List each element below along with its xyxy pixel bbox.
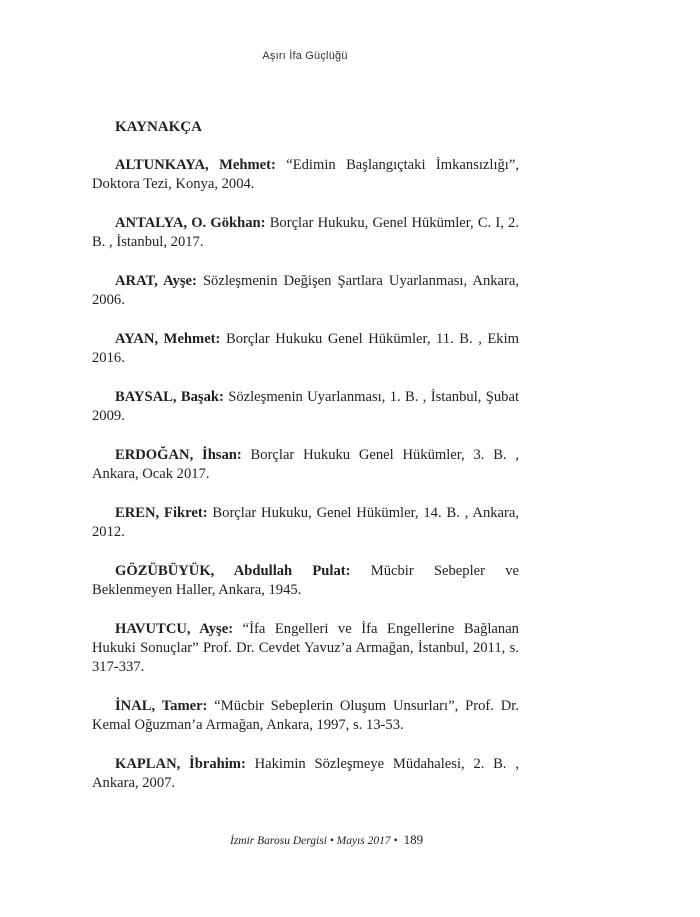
- bibliography-entry: [92, 697, 519, 735]
- entry-text: Mücbir Sebepler ve Beklenmeyen Haller, Ankara, 1945.: [92, 563, 519, 598]
- entry-author: GÖZÜBÜYÜK, Abdullah Pulat:: [115, 563, 351, 579]
- entry-text: “Edimin Başlangıçtaki İmkansızlığı”, Doktora Tezi, Konya, 2004.: [92, 157, 519, 192]
- entry-text: Borçlar Hukuku Genel Hükümler, 11. B. , Ekim 2016.: [92, 331, 520, 366]
- entry-author: ERDOĞAN, İhsan:: [115, 447, 242, 463]
- entry-text: Hakimin Sözleşmeye Müdahalesi, 2. B. , Ankara, 2007.: [92, 756, 519, 791]
- running-header: Aşırı İfa Güçlüğü: [262, 50, 348, 62]
- entry-author: EREN, Fikret:: [115, 505, 208, 521]
- bibliography-entry: [92, 755, 519, 793]
- entry-text: “Mücbir Sebeplerin Oluşum Unsurları”, Prof. Dr. Kemal Oğuzman’a Armağan, Ankara, 1997, s. 13-53.: [92, 698, 519, 733]
- entry-text: Borçlar Hukuku, Genel Hükümler, 14. B. , Ankara, 2012.: [92, 505, 520, 540]
- bibliography-entry: [92, 214, 519, 252]
- entry-author: ALTUNKAYA, Mehmet:: [115, 157, 276, 173]
- bibliography-entry: [92, 504, 519, 542]
- entry-author: AYAN, Mehmet:: [115, 331, 221, 347]
- page-footer: [230, 832, 423, 848]
- entry-author: ARAT, Ayşe:: [115, 273, 197, 289]
- bibliography-entry: [92, 620, 519, 677]
- bibliography-entry: [92, 330, 519, 368]
- entry-text: Borçlar Hukuku, Genel Hükümler, C. I, 2. B. , İstanbul, 2017.: [92, 215, 520, 250]
- entry-author: BAYSAL, Başak:: [115, 389, 224, 405]
- bibliography-list: [92, 156, 519, 813]
- entry-author: İNAL, Tamer:: [115, 698, 208, 714]
- bibliography-entry: [92, 156, 519, 194]
- entry-text: “İfa Engelleri ve İfa Engellerine Bağlanan Hukuki Sonuçlar” Prof. Dr. Cevdet Yavuz’a Armağan, İstanbul, 2011, s. 317-337.: [92, 621, 519, 675]
- entry-author: KAPLAN, İbrahim:: [115, 756, 246, 772]
- section-title: KAYNAKÇA: [115, 119, 202, 135]
- page-number: 189: [403, 832, 424, 847]
- bibliography-entry: [92, 272, 519, 310]
- entry-text: Sözleşmenin Uyarlanması, 1. B. , İstanbul, Şubat 2009.: [92, 389, 519, 424]
- bibliography-entry: [92, 446, 519, 484]
- bibliography-entry: [92, 562, 519, 600]
- entry-author: ANTALYA, O. Gökhan:: [115, 215, 266, 231]
- entry-text: Borçlar Hukuku Genel Hükümler, 3. B. , Ankara, Ocak 2017.: [92, 447, 519, 482]
- entry-text: Sözleşmenin Değişen Şartlara Uyarlanması, Ankara, 2006.: [92, 273, 519, 308]
- footer-journal: İzmir Barosu Dergisi • Mayıs 2017 •: [230, 835, 398, 847]
- bibliography-entry: [92, 388, 519, 426]
- entry-author: HAVUTCU, Ayşe:: [115, 621, 234, 637]
